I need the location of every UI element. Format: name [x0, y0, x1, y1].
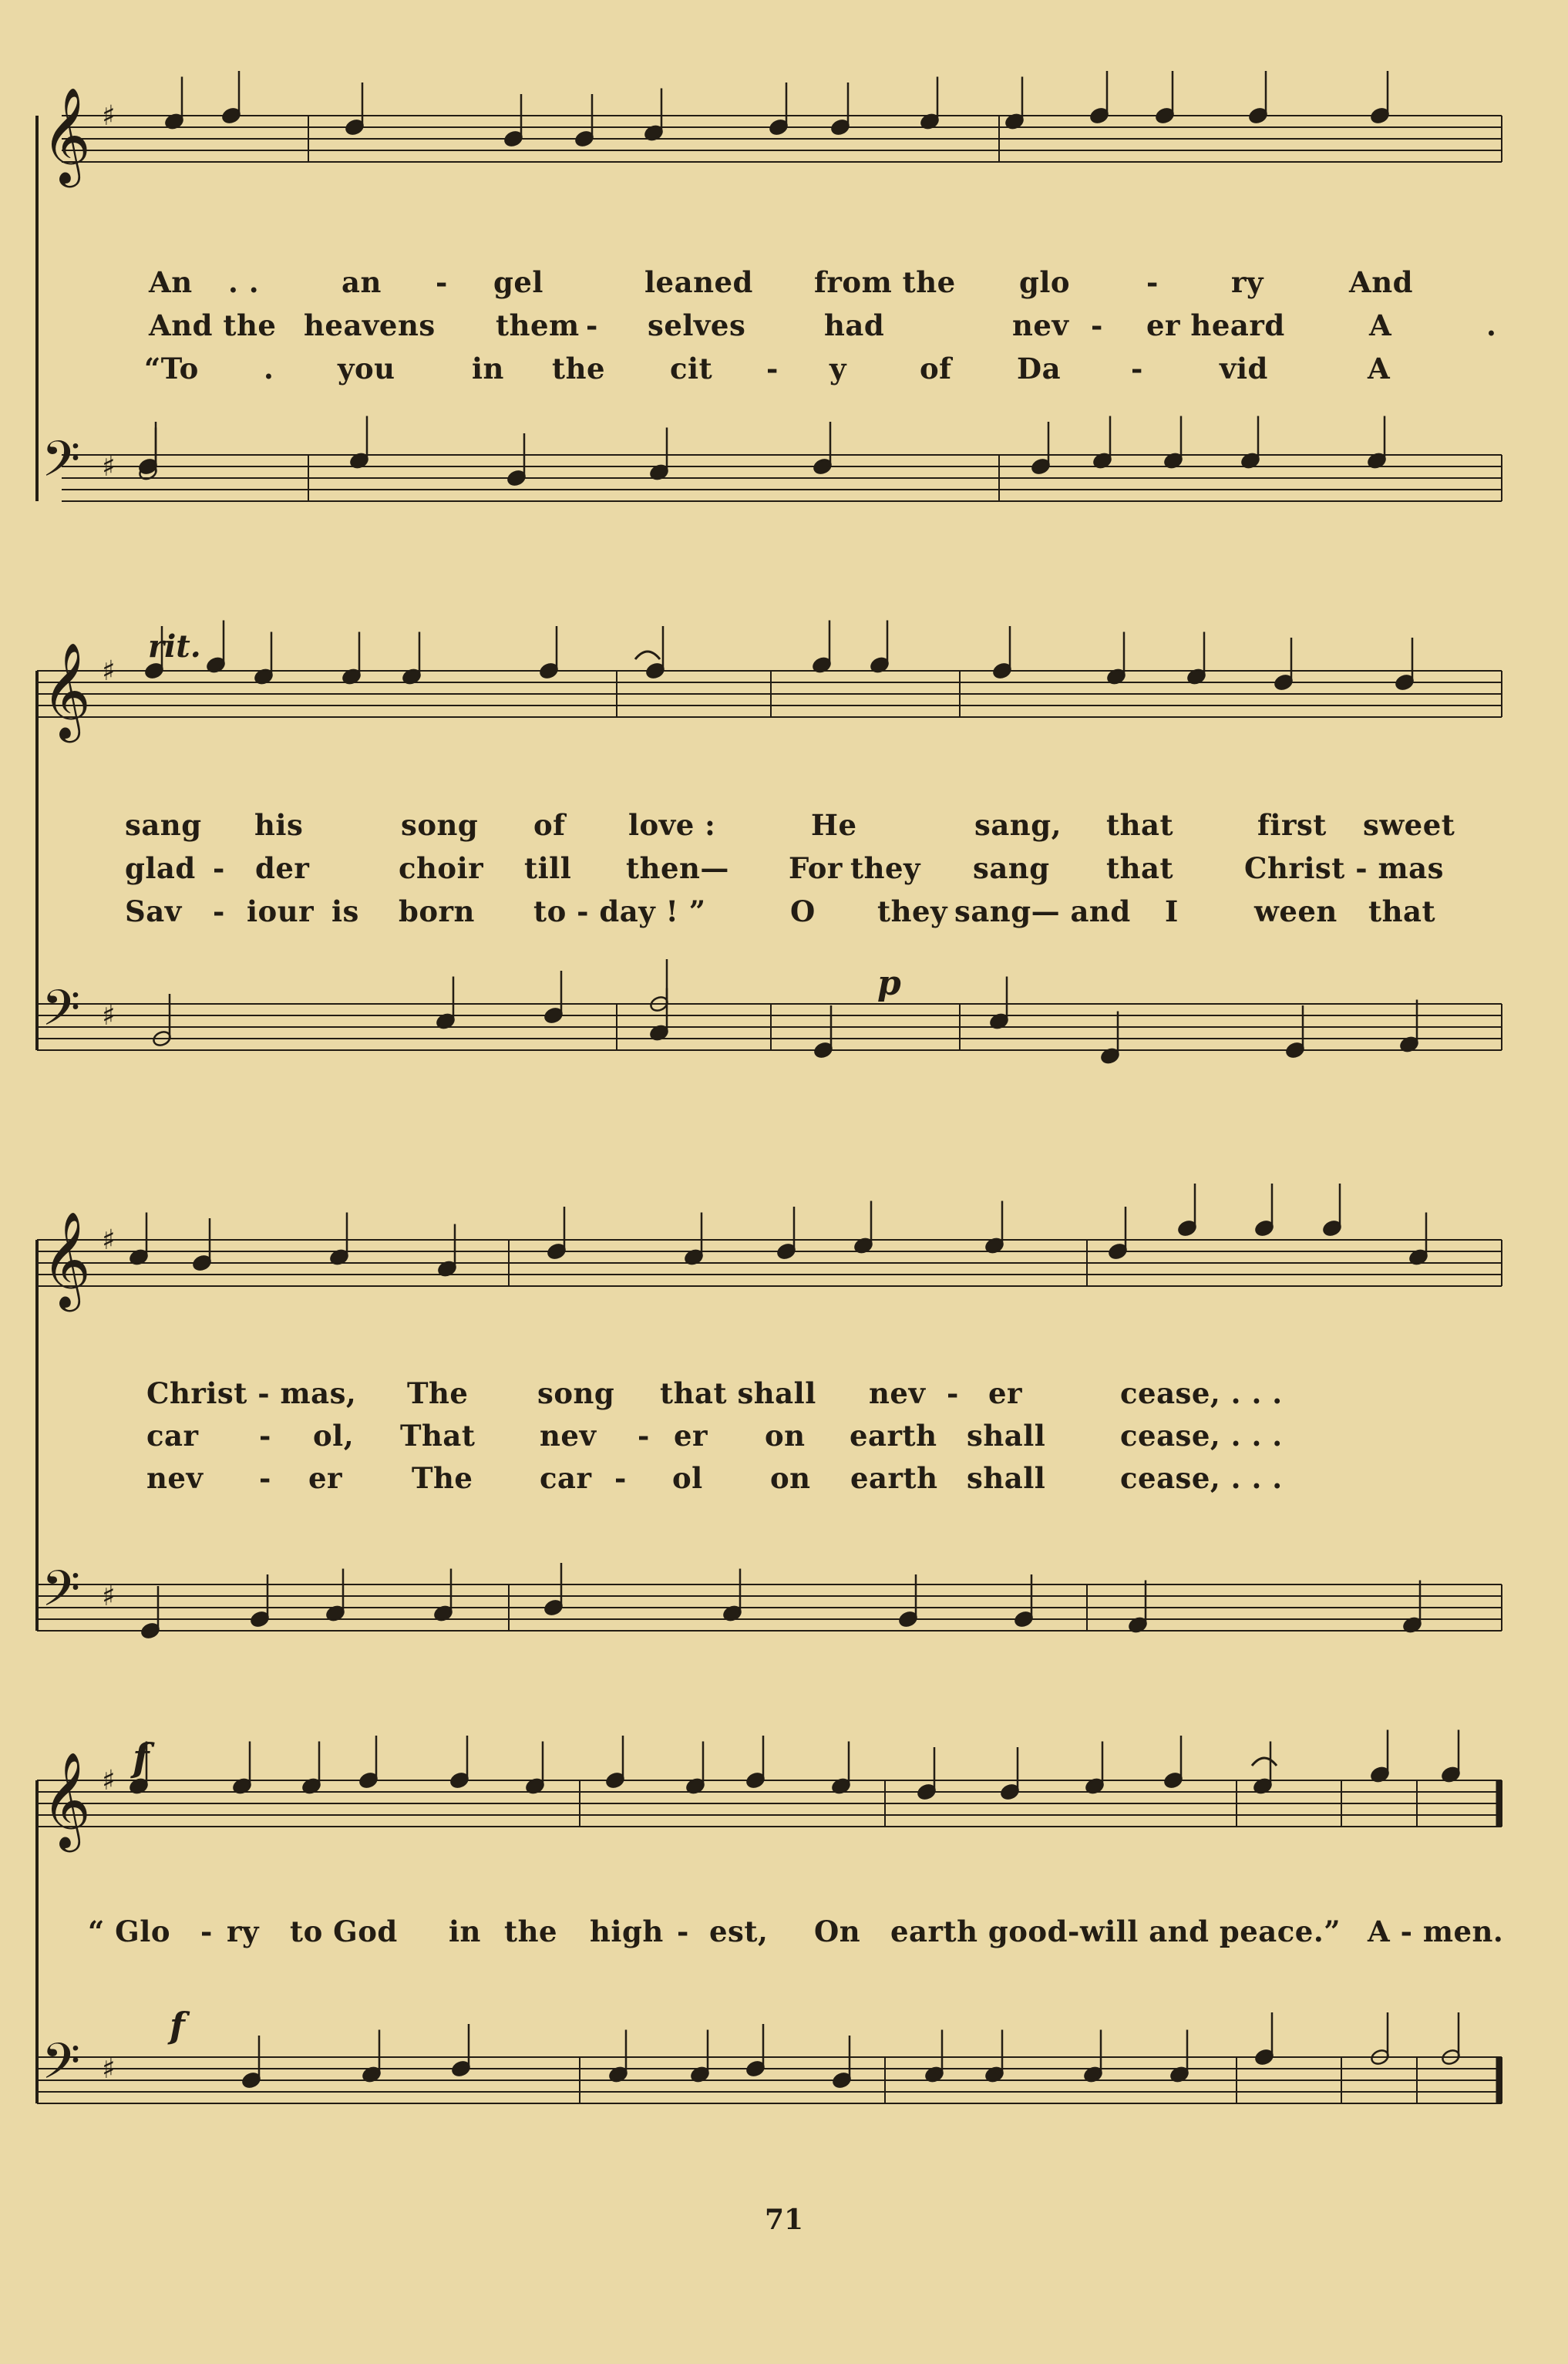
forte-dynamic-mark-bass: f — [170, 2005, 185, 2046]
lyric-syllable: born — [399, 894, 475, 928]
lyric-syllable: in — [472, 352, 504, 386]
lyric-syllable: then— — [626, 851, 729, 885]
lyrics-system-3-verse-1 — [0, 1376, 1568, 1410]
lyric-syllable: - — [947, 1376, 959, 1410]
lyric-syllable: - — [1146, 265, 1159, 299]
lyric-syllable: that — [1106, 851, 1174, 885]
lyric-syllable: selves — [648, 308, 746, 342]
lyric-syllable: sang — [973, 851, 1050, 885]
treble-clef-icon: 𝄞 — [42, 642, 91, 739]
sharp-icon: ♯ — [102, 1581, 116, 1612]
fermata-icon — [635, 652, 660, 659]
lyric-syllable: high — [590, 1914, 664, 1948]
lyric-syllable: - — [213, 894, 225, 928]
lyric-syllable: glo — [1019, 265, 1071, 299]
lyric-syllable: glad — [125, 851, 196, 885]
lyric-syllable: - — [259, 1419, 271, 1453]
lyric-syllable: the — [552, 352, 606, 386]
lyric-syllable: nev — [869, 1376, 926, 1410]
lyrics-system-2-verse-3 — [0, 894, 1568, 928]
lyric-syllable: “To — [144, 352, 199, 386]
lyric-syllable: . — [1486, 308, 1497, 342]
sharp-icon: ♯ — [102, 2053, 116, 2085]
lyric-syllable: vid — [1220, 352, 1268, 386]
lyric-syllable: cease, . . . — [1120, 1461, 1283, 1495]
lyric-syllable: from the — [814, 265, 956, 299]
lyric-syllable: er — [308, 1461, 343, 1495]
lyric-syllable: der — [255, 851, 310, 885]
lyric-syllable: A — [1368, 352, 1391, 386]
lyric-syllable: leaned — [644, 265, 753, 299]
bass-clef-icon: 𝄢 — [42, 2033, 81, 2103]
lyrics-system-2-verse-1 — [0, 808, 1568, 842]
lyric-syllable: that shall — [660, 1376, 816, 1410]
lyric-syllable: er heard — [1146, 308, 1285, 342]
lyric-syllable: sang — [125, 808, 202, 842]
lyric-syllable: - — [213, 851, 225, 885]
lyric-syllable: ry — [1231, 265, 1263, 299]
lyric-syllable: He — [811, 808, 857, 842]
lyric-syllable: And the — [149, 308, 277, 342]
lyric-syllable: earth good-will and peace.” — [890, 1914, 1341, 1948]
lyric-syllable: . . — [228, 265, 260, 299]
lyric-syllable: ween — [1254, 894, 1338, 928]
sharp-icon: ♯ — [102, 1765, 116, 1797]
lyric-syllable: they — [850, 851, 921, 885]
lyric-syllable: I — [1165, 894, 1179, 928]
lyric-syllable: nev — [146, 1461, 204, 1495]
lyric-syllable: choir — [399, 851, 484, 885]
bass-clef-icon: 𝄢 — [42, 431, 81, 500]
lyric-syllable: love : — [628, 808, 716, 842]
lyric-syllable: est, — [709, 1914, 769, 1948]
lyric-syllable: you — [338, 352, 395, 386]
lyric-syllable: of — [920, 352, 952, 386]
lyric-syllable: The — [412, 1461, 473, 1495]
lyric-syllable: nev — [1012, 308, 1069, 342]
lyric-syllable: cease, . . . — [1120, 1376, 1283, 1410]
lyric-syllable: an — [342, 265, 382, 299]
lyric-syllable: ol, — [313, 1419, 355, 1453]
lyric-syllable: ol — [672, 1461, 703, 1495]
lyric-syllable: A - men. — [1368, 1914, 1504, 1948]
lyric-syllable: song — [537, 1376, 615, 1410]
lyric-syllable: - — [1131, 352, 1143, 386]
lyric-syllable: That — [400, 1419, 476, 1453]
lyrics-system-2-verse-2 — [0, 851, 1568, 885]
lyric-syllable: Sav — [125, 894, 182, 928]
lyric-syllable: iour — [247, 894, 315, 928]
bass-clef-icon: 𝄢 — [42, 1561, 81, 1630]
fermata-icon — [1252, 1758, 1277, 1766]
lyric-syllable: y — [829, 352, 846, 386]
lyric-syllable: sang, — [974, 808, 1062, 842]
lyric-syllable: earth — [850, 1461, 938, 1495]
forte-dynamic-mark: f — [133, 1735, 150, 1780]
lyric-syllable: of — [533, 808, 566, 842]
lyric-syllable: to God — [290, 1914, 398, 1948]
treble-clef-icon: 𝄞 — [42, 1211, 91, 1308]
lyric-syllable: cease, . . . — [1120, 1419, 1283, 1453]
lyric-syllable: O — [790, 894, 816, 928]
lyric-syllable: sang— and — [954, 894, 1131, 928]
lyric-syllable: . — [264, 352, 274, 386]
lyric-syllable: And — [1349, 265, 1413, 299]
lyric-syllable: - — [677, 1914, 689, 1948]
bass-clef-icon: 𝄢 — [42, 980, 81, 1049]
ritardando-mark: rit. — [148, 628, 201, 665]
sharp-icon: ♯ — [102, 451, 116, 483]
treble-clef-icon: 𝄞 — [42, 87, 91, 184]
page-number: 71 — [764, 2204, 804, 2236]
lyric-syllable: A — [1369, 308, 1392, 342]
lyric-syllable: to - day ! ” — [533, 894, 706, 928]
lyric-syllable: nev — [540, 1419, 597, 1453]
lyric-syllable: on — [765, 1419, 806, 1453]
lyric-syllable: earth — [850, 1419, 937, 1453]
lyrics-system-4-verse-1 — [0, 1914, 1568, 1948]
lyric-syllable: Christ - mas — [1244, 851, 1444, 885]
lyric-syllable: first — [1257, 808, 1327, 842]
lyric-syllable: er — [674, 1419, 708, 1453]
lyric-syllable: On — [814, 1914, 861, 1948]
lyric-syllable: had — [824, 308, 885, 342]
lyric-syllable: “ Glo — [88, 1914, 170, 1948]
lyric-syllable: on — [770, 1461, 811, 1495]
lyric-syllable: - — [586, 308, 598, 342]
lyric-syllable: till — [524, 851, 572, 885]
lyrics-system-3-verse-2 — [0, 1419, 1568, 1453]
lyric-syllable: that — [1106, 808, 1174, 842]
lyric-syllable: Da — [1017, 352, 1062, 386]
lyric-syllable: car — [146, 1419, 199, 1453]
lyric-syllable: his — [254, 808, 304, 842]
lyrics-system-1-verse-3 — [0, 352, 1568, 386]
lyric-syllable: shall — [967, 1419, 1046, 1453]
lyric-syllable: car — [540, 1461, 592, 1495]
treble-clef-icon: 𝄞 — [42, 1752, 91, 1848]
lyric-syllable: For — [789, 851, 843, 885]
lyric-syllable: - — [200, 1914, 213, 1948]
sharp-icon: ♯ — [102, 655, 116, 687]
lyric-syllable: - — [259, 1461, 271, 1495]
lyrics-system-1-verse-1 — [0, 265, 1568, 299]
lyric-syllable: sweet — [1363, 808, 1455, 842]
lyric-syllable: heavens — [304, 308, 436, 342]
lyric-syllable: - — [614, 1461, 627, 1495]
piano-dynamic-mark: p — [877, 964, 901, 1003]
lyrics-system-3-verse-3 — [0, 1461, 1568, 1495]
lyric-syllable: in — [449, 1914, 481, 1948]
lyric-syllable: gel — [493, 265, 543, 299]
lyric-syllable: - — [436, 265, 448, 299]
lyrics-system-1-verse-2 — [0, 308, 1568, 342]
lyric-syllable: is — [331, 894, 359, 928]
lyric-syllable: cit — [670, 352, 713, 386]
lyric-syllable: song — [401, 808, 479, 842]
lyric-syllable: the — [504, 1914, 558, 1948]
sharp-icon: ♯ — [102, 1000, 116, 1032]
lyric-syllable: Christ - mas, — [146, 1376, 357, 1410]
lyric-syllable: - — [638, 1419, 650, 1453]
sharp-icon: ♯ — [102, 100, 116, 132]
lyric-syllable: An — [149, 265, 193, 299]
lyric-syllable: ry — [227, 1914, 259, 1948]
lyric-syllable: they — [877, 894, 948, 928]
lyric-syllable: them — [496, 308, 580, 342]
lyric-syllable: shall — [967, 1461, 1046, 1495]
lyric-syllable: - — [766, 352, 779, 386]
lyric-syllable: er — [988, 1376, 1023, 1410]
lyric-syllable: - — [1091, 308, 1103, 342]
sharp-icon: ♯ — [102, 1224, 116, 1256]
lyric-syllable: The — [407, 1376, 469, 1410]
lyric-syllable: that — [1368, 894, 1436, 928]
